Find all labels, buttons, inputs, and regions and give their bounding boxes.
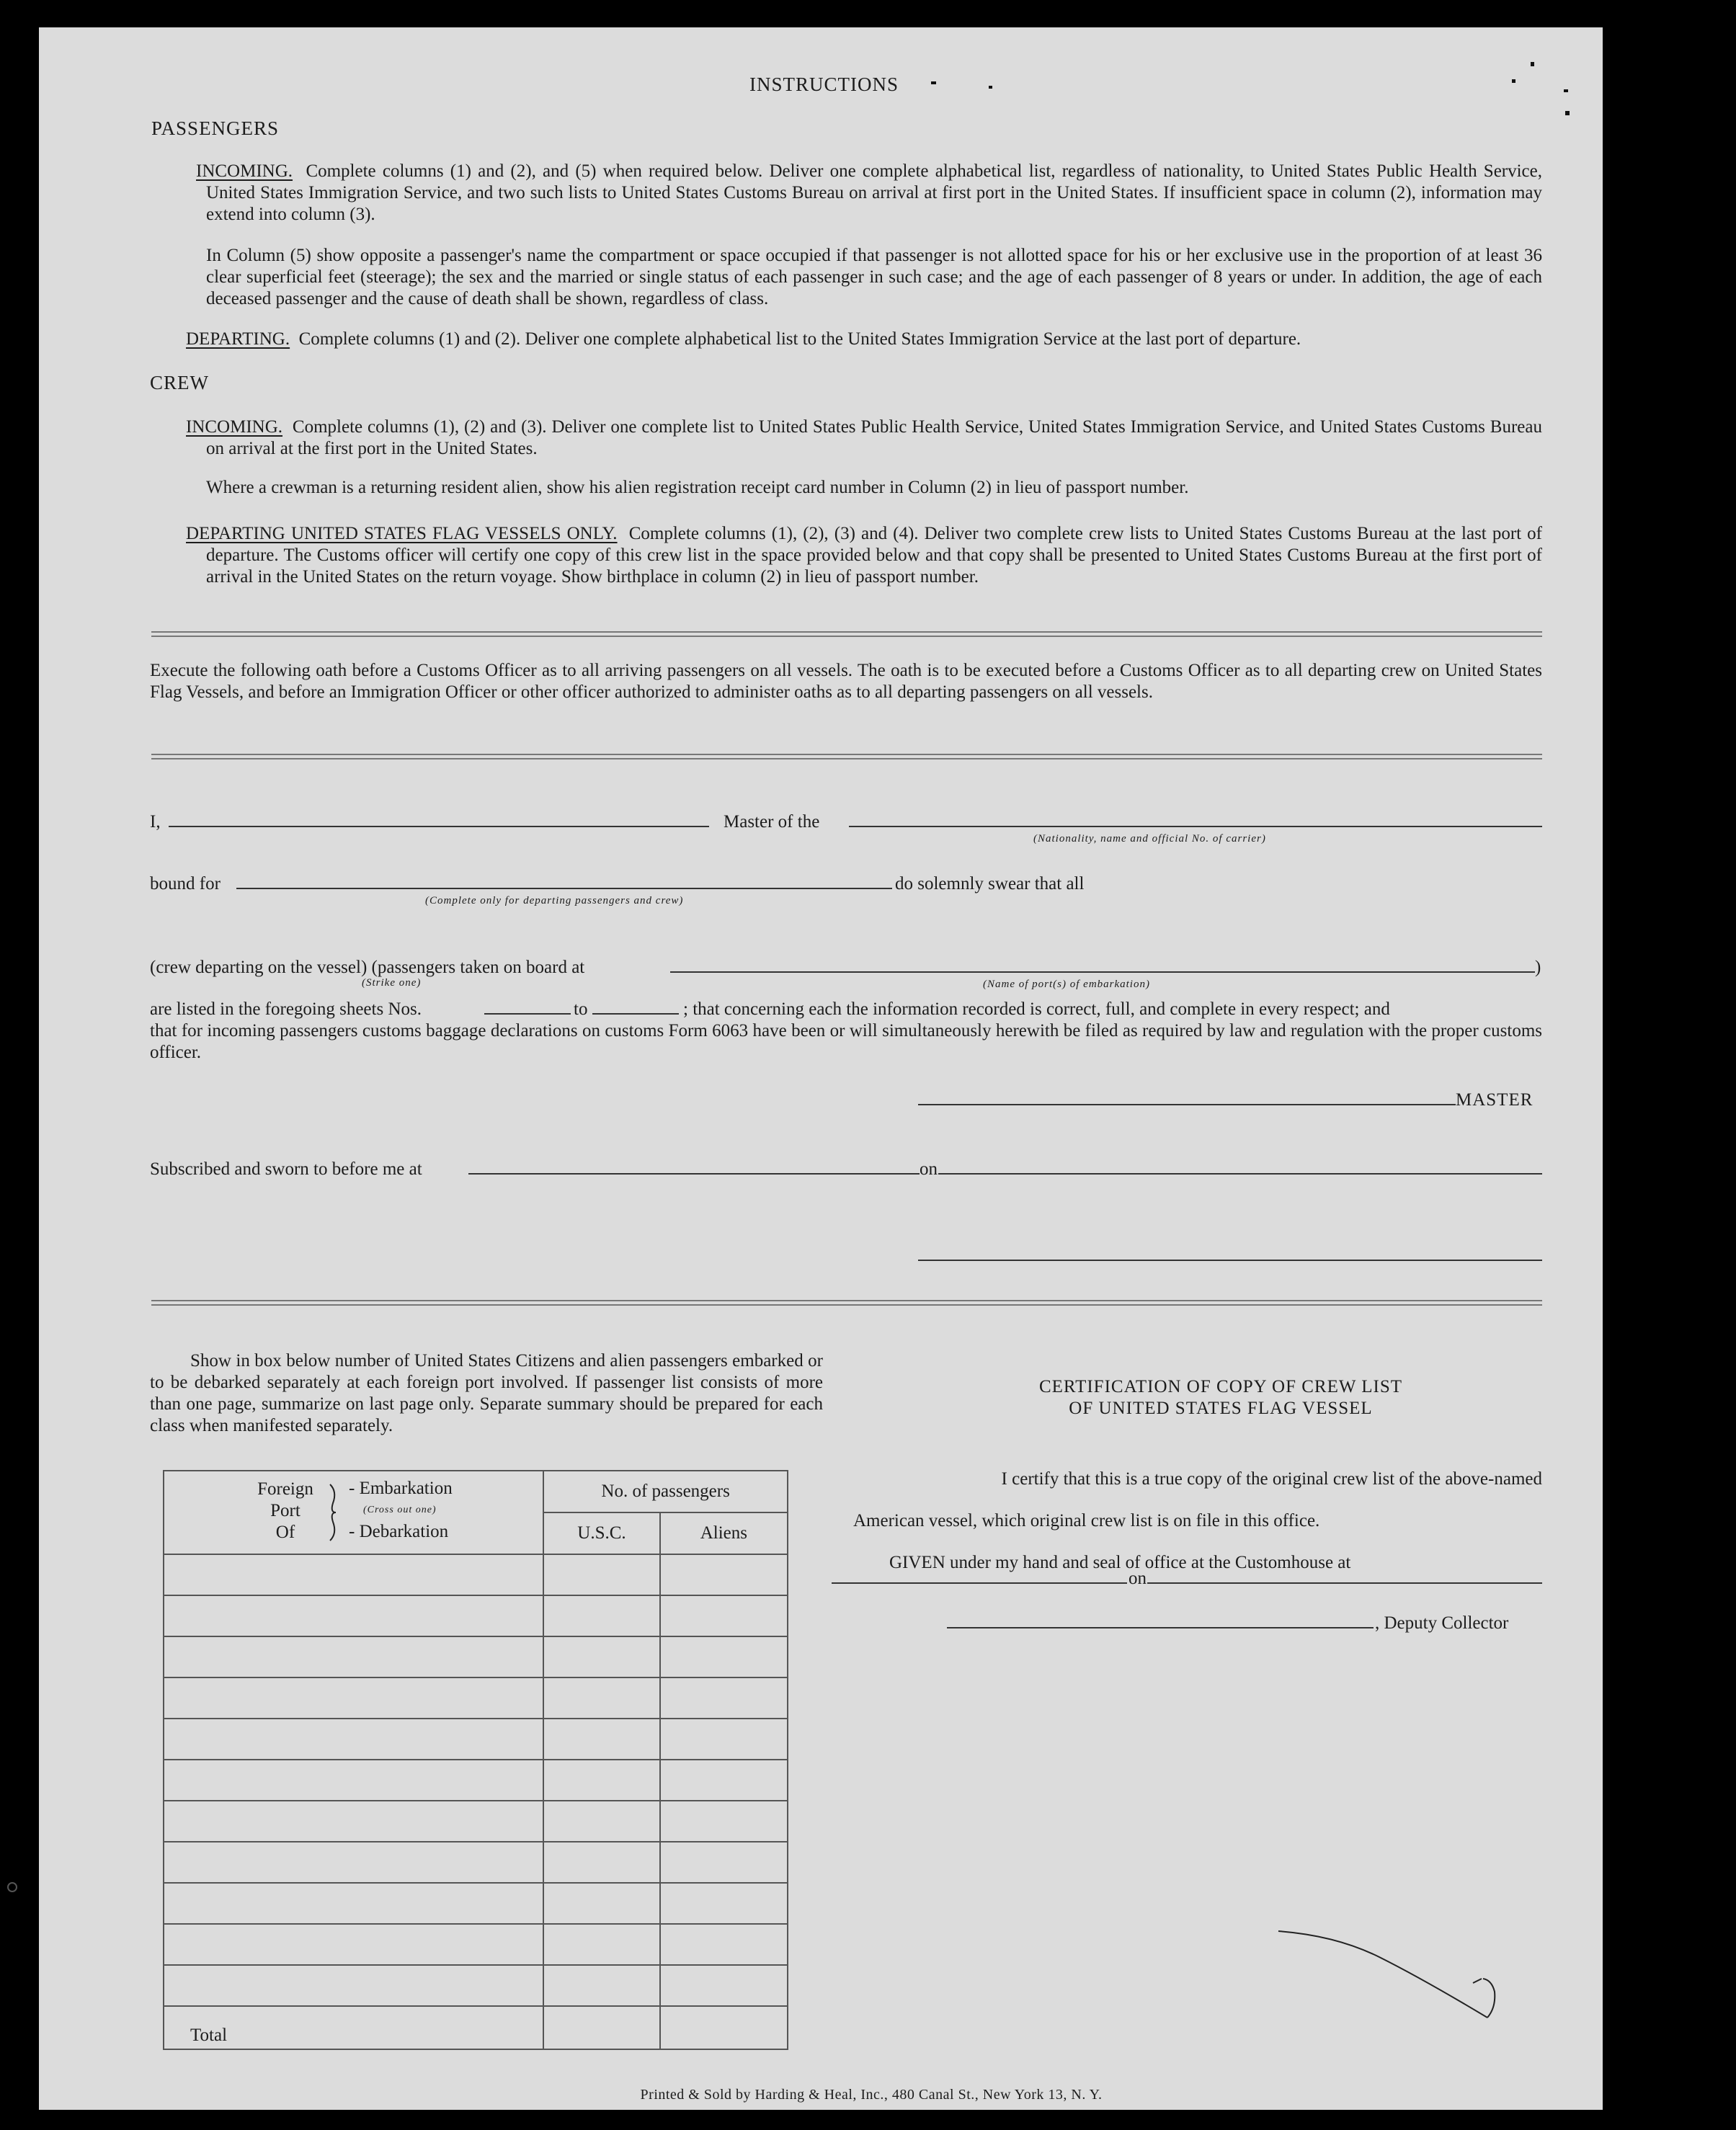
close-paren: ) [1535, 958, 1541, 977]
usc-cell[interactable] [543, 1636, 659, 1677]
certify-line-1: I certify that this is a true copy of the original crew list of the above-named [1001, 1469, 1542, 1489]
summary-row [164, 1965, 788, 2006]
carrier-field[interactable] [849, 826, 1542, 827]
page-title: INSTRUCTIONS [749, 73, 899, 95]
passenger-summary-table [163, 1470, 788, 2050]
usc-cell[interactable] [543, 1554, 659, 1595]
summary-row [164, 1801, 788, 1842]
port-cell[interactable] [164, 1842, 543, 1883]
port-cell[interactable] [164, 1883, 543, 1924]
port-cell[interactable] [164, 1554, 543, 1595]
usc-cell[interactable] [543, 1965, 659, 2006]
passengers-incoming-text: Complete columns (1) and (2), and (5) when required below. Deliver one complete alphabetical list, regardless of nationality, to United States Public Health Service, United States Immigration Service, and two such lists to United States Customs Bureau on arrival at first port in the United States. If insufficient space in column (2), information may extend into column (3). [206, 161, 1543, 224]
form-sheet [39, 27, 1603, 2110]
summary-row [164, 1636, 788, 1677]
deputy-collector-label: , Deputy Collector [1375, 1613, 1509, 1633]
printer-footer: Printed & Sold by Harding & Heal, Inc., 480 Canal St., New York 13, N. Y. [640, 2087, 1103, 2103]
brace-icon [326, 1481, 342, 1543]
port-cell[interactable] [164, 1965, 543, 2006]
oath-i-label: I, [150, 812, 161, 832]
oath-intro: Execute the following oath before a Customs Officer as to all arriving passengers on all vessels. The oath is to be executed before a Customs Officer as to all departing crew on United States Flag Vessels, and before an Immigration Officer or other officer authorized to administer oaths as to all departing passengers on all vessels. [150, 661, 1542, 702]
given-line: GIVEN under my hand and seal of office at the Customhouse at [889, 1553, 1351, 1572]
master-signature-field[interactable] [918, 1104, 1456, 1105]
aliens-cell[interactable] [660, 1636, 788, 1677]
strike-caption: (Strike one) [362, 977, 422, 989]
crew-departing-label: (crew departing on the vessel) (passengers taken on board at [150, 958, 585, 977]
scan-speck [1531, 62, 1534, 66]
usc-cell[interactable] [543, 1760, 659, 1801]
summary-row [164, 1760, 788, 1801]
passengers-departing-text: Complete columns (1) and (2). Deliver one complete alphabetical list to the United States Immigration Service at the last port of departure. [298, 329, 1301, 349]
port-cell[interactable] [164, 1636, 543, 1677]
customhouse-field[interactable] [832, 1582, 1127, 1584]
aliens-cell[interactable] [660, 1760, 788, 1801]
summary-row [164, 1842, 788, 1883]
crew-incoming-text: Complete columns (1), (2) and (3). Deliver one complete list to United States Public Health Service, United States Immigration Service, and United States Customs Bureau on arrival at the first port in the United States. [206, 417, 1542, 458]
summary-row [164, 1883, 788, 1924]
passengers-heading: PASSENGERS [151, 117, 280, 139]
embarkation-label: - Embarkation [349, 1479, 453, 1498]
port-label: Port [270, 1501, 301, 1520]
scan-speck [1512, 79, 1515, 83]
certification-title-line2: OF UNITED STATES FLAG VESSEL [1069, 1399, 1373, 1418]
summary-row [164, 1924, 788, 1965]
bound-caption: (Complete only for departing passengers and crew) [425, 895, 684, 906]
carrier-caption: (Nationality, name and official No. of carrier) [1033, 833, 1266, 845]
sheet-to-field[interactable] [592, 1013, 679, 1015]
embarkation-port-field[interactable] [670, 971, 1535, 973]
master-name-field[interactable] [169, 826, 709, 827]
aliens-cell[interactable] [660, 1842, 788, 1883]
usc-cell[interactable] [543, 1595, 659, 1636]
aliens-cell[interactable] [660, 1965, 788, 2006]
bound-for-label: bound for [150, 874, 221, 894]
ports-caption: (Name of port(s) of embarkation) [983, 979, 1150, 990]
crew-departing-label: DEPARTING UNITED STATES FLAG VESSELS ONLY. [186, 524, 618, 543]
crew-resident-paragraph: Where a crewman is a returning resident alien, show his alien registration receipt card number in Column (2) in lieu of passport number. [206, 478, 1189, 497]
section-divider [151, 754, 1542, 759]
certification-title-line1: CERTIFICATION OF COPY OF CREW LIST [1038, 1377, 1403, 1396]
aliens-cell[interactable] [660, 1883, 788, 1924]
aliens-header: Aliens [660, 1512, 788, 1554]
total-label: Total [164, 2006, 543, 2049]
port-cell[interactable] [164, 1924, 543, 1965]
passengers-departing-paragraph [186, 329, 1542, 350]
master-label: MASTER [1456, 1090, 1534, 1110]
of-label: Of [275, 1523, 295, 1542]
certification-date-field[interactable] [1147, 1582, 1542, 1584]
usc-cell[interactable] [543, 1677, 659, 1719]
port-cell[interactable] [164, 1595, 543, 1636]
deputy-collector-field[interactable] [947, 1627, 1374, 1628]
section-divider [151, 1300, 1542, 1306]
certification-title [961, 1376, 1480, 1420]
swear-label: do solemnly swear that all [895, 874, 1085, 894]
crew-incoming-paragraph [186, 416, 1542, 460]
no-passengers-header: No. of passengers [543, 1471, 788, 1512]
aliens-cell[interactable] [660, 1595, 788, 1636]
sworn-place-field[interactable] [468, 1173, 920, 1175]
listed-prefix: are listed in the foregoing sheets Nos. [150, 999, 422, 1019]
usc-cell[interactable] [543, 1842, 659, 1883]
port-cell[interactable] [164, 1677, 543, 1719]
subscribed-label: Subscribed and sworn to before me at [150, 1159, 422, 1179]
summary-instructions: Show in box below number of United States Citizens and alien passengers embarked or to be debarked separately at each foreign port involved. If passenger list consists of more than one page, summarize on last page only. Separate summary should be prepared for each class when manifested separately. [150, 1351, 823, 1435]
cross-out-caption: (Cross out one) [363, 1505, 437, 1515]
usc-cell[interactable] [543, 1801, 659, 1842]
port-cell[interactable] [164, 1760, 543, 1801]
certification-on-label: on [1129, 1569, 1147, 1588]
aliens-cell[interactable] [660, 1719, 788, 1760]
passengers-departing-label: DEPARTING. [186, 329, 290, 349]
bound-for-field[interactable] [236, 888, 892, 889]
foreign-label: Foreign [257, 1479, 313, 1499]
port-cell[interactable] [164, 1801, 543, 1842]
handwritten-mark-icon [1271, 1922, 1516, 2031]
ink-speck [931, 81, 936, 84]
usc-header: U.S.C. [543, 1512, 659, 1554]
ink-speck [989, 86, 992, 89]
summary-row [164, 1719, 788, 1760]
master-of-label: Master of the [724, 812, 820, 832]
section-divider [151, 631, 1542, 637]
scan-speck [1564, 89, 1568, 92]
aliens-cell[interactable] [660, 1801, 788, 1842]
certify-line-2: American vessel, which original crew list is on file in this office. [853, 1511, 1320, 1530]
aliens-cell[interactable] [660, 1924, 788, 1965]
crew-heading: CREW [150, 372, 209, 393]
listed-rest-2: that for incoming passengers customs baggage declarations on customs Form 6063 have been or will simultaneously herewith be filed as required by law and regulation with the proper customs officer. [150, 1021, 1542, 1062]
port-cell[interactable] [164, 1719, 543, 1760]
usc-cell[interactable] [543, 1924, 659, 1965]
usc-cell[interactable] [543, 1883, 659, 1924]
passengers-column5-paragraph: In Column (5) show opposite a passenger's name the compartment or space occupied if that passenger is not allotted space for his or her exclusive use in the proportion of at least 36 clear superficial feet (steerage); the sex and the married or single status of each passenger in such case; and the age of each passenger of 8 years or under. In addition, the age of each deceased passenger and the cause of death shall be shown, regardless of class. [206, 246, 1542, 308]
aliens-cell[interactable] [660, 1554, 788, 1595]
summary-row [164, 1677, 788, 1719]
total-usc-cell[interactable] [543, 2006, 659, 2049]
listed-rest-1: ; that concerning each the information recorded is correct, full, and complete in every respect; and [683, 999, 1390, 1019]
crew-incoming-label: INCOMING. [186, 417, 283, 437]
scan-speck [1565, 111, 1570, 115]
crew-departing-text: Complete columns (1), (2), (3) and (4). Deliver two complete crew lists to United States Customs Bureau at the last port of departure. The Customs officer will certify one copy of this crew list in the space provided below and that copy shall be presented to United States Customs Bureau at the first port of arrival in the United States on the return voyage. Show birthplace in column (2) in lieu of passport number. [206, 524, 1542, 587]
passengers-incoming-paragraph [196, 161, 1543, 226]
foreign-port-header [164, 1471, 543, 1554]
sworn-date-field[interactable] [938, 1173, 1542, 1175]
officer-signature-field[interactable] [918, 1260, 1542, 1261]
aliens-cell[interactable] [660, 1677, 788, 1719]
crew-departing-paragraph [186, 523, 1542, 588]
usc-cell[interactable] [543, 1719, 659, 1760]
sworn-on-label: on [920, 1159, 938, 1179]
total-aliens-cell[interactable] [660, 2006, 788, 2049]
to-label: to [574, 999, 588, 1019]
passengers-incoming-label: INCOMING. [196, 161, 293, 181]
scan-ring [7, 1882, 17, 1892]
summary-row [164, 1595, 788, 1636]
summary-row [164, 1554, 788, 1595]
debarkation-label: - Debarkation [349, 1522, 449, 1541]
sheet-from-field[interactable] [484, 1013, 571, 1015]
